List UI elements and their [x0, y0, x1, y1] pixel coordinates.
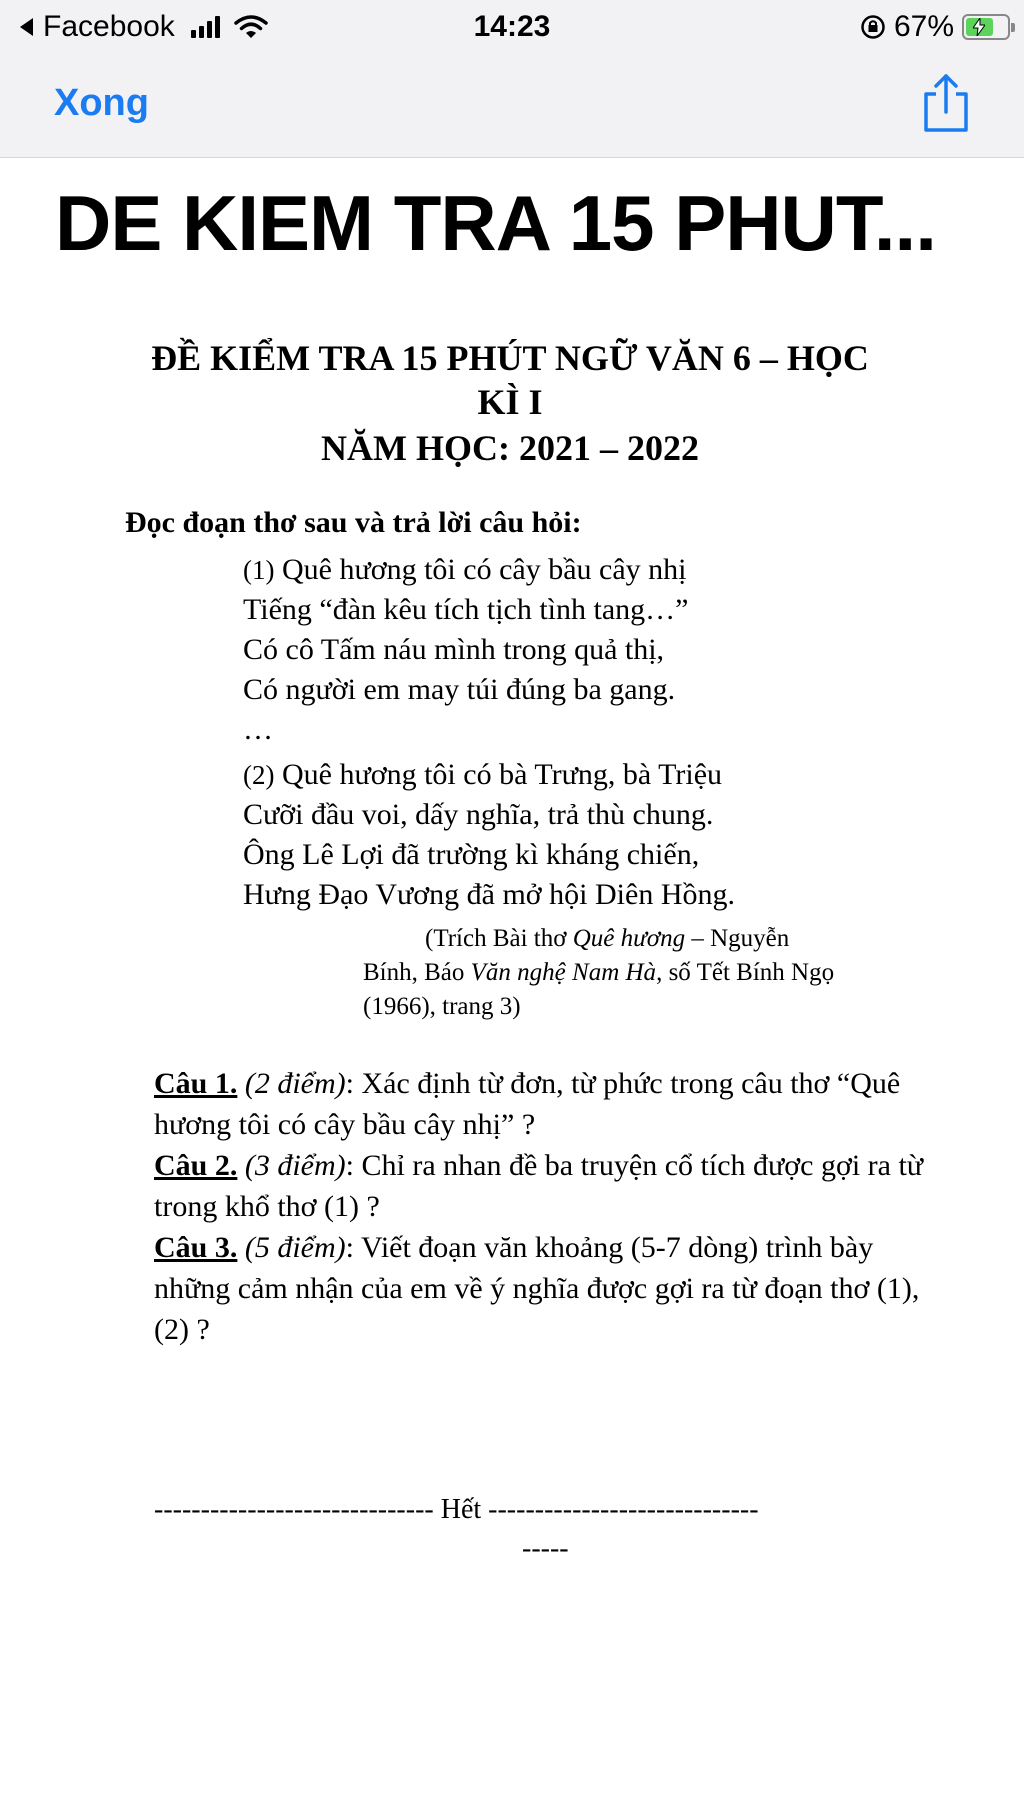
stanza-number: (1) — [243, 555, 275, 585]
question-item: Câu 2. (3 điểm): Chỉ ra nhan đề ba truyện cổ tích được gợi ra từ trong khổ thơ (1) ? — [154, 1149, 924, 1223]
clock: 14:23 — [473, 10, 551, 43]
poem-line: (1) Quê hương tôi có cây bầu cây nhị — [243, 553, 687, 586]
status-bar — [0, 0, 1024, 52]
poem-citation: (Trích Bài thơ Quê hương – Nguyễn Bính, Báo Văn nghệ Nam Hà, số Tết Bính Ngọ (1966), trang 3) — [363, 925, 835, 1020]
poem-line: Có người em may túi đúng ba gang. — [243, 673, 676, 706]
poem-line: Có cô Tấm náu mình trong quả thị, — [243, 633, 665, 666]
poem-stanza-1 — [243, 550, 688, 750]
done-button[interactable]: Xong — [54, 82, 149, 124]
question-list — [154, 1063, 944, 1350]
ellipsis: … — [243, 713, 273, 746]
exam-heading-line2: KÌ I — [477, 382, 543, 422]
charging-bolt-icon — [973, 18, 985, 36]
question-item: Câu 3. (5 điểm): Viết đoạn văn khoảng (5-7 dòng) trình bày những cảm nhận của em về ý nghĩa được gợi ra từ đoạn thơ (1), (2) ? — [154, 1231, 920, 1346]
battery-icon — [962, 14, 1010, 40]
nav-bar — [0, 52, 1024, 158]
poem-line: Cưỡi đầu voi, dấy nghĩa, trả thù chung. — [243, 798, 714, 831]
poem-line: (2) Quê hương tôi có bà Trưng, bà Triệu — [243, 758, 723, 791]
battery-percent: 67% — [893, 10, 954, 43]
end-marker-tail: ----- — [522, 1533, 569, 1564]
battery-level — [966, 18, 993, 36]
poem-line: Tiếng “đàn kêu tích tịch tình tang…” — [243, 593, 689, 626]
poem-line: Ông Lê Lợi đã trường kì kháng chiến, — [243, 838, 700, 871]
document-title: DE KIEM TRA 15 PHUT... — [55, 179, 936, 267]
back-app-label: Facebook — [43, 10, 175, 43]
question-item: Câu 1. (2 điểm): Xác định từ đơn, từ phức trong câu thơ “Quê hương tôi có cây bầu cây nhị” ? — [154, 1067, 901, 1141]
share-icon[interactable] — [918, 72, 974, 134]
rotation-lock-icon — [860, 14, 886, 40]
end-marker: ------------------------------ Hết ----------------------------- — [154, 1494, 759, 1525]
reading-instruction: Đọc đoạn thơ sau và trả lời câu hỏi: — [125, 506, 582, 539]
poem-line: Hưng Đạo Vương đã mở hội Diên Hồng. — [243, 878, 735, 911]
exam-heading-line1: ĐỀ KIỂM TRA 15 PHÚT NGỮ VĂN 6 – HỌC — [151, 338, 869, 378]
exam-heading-year: NĂM HỌC: 2021 – 2022 — [321, 428, 699, 468]
stanza-number: (2) — [243, 760, 275, 790]
poem-stanza-2 — [243, 755, 735, 915]
